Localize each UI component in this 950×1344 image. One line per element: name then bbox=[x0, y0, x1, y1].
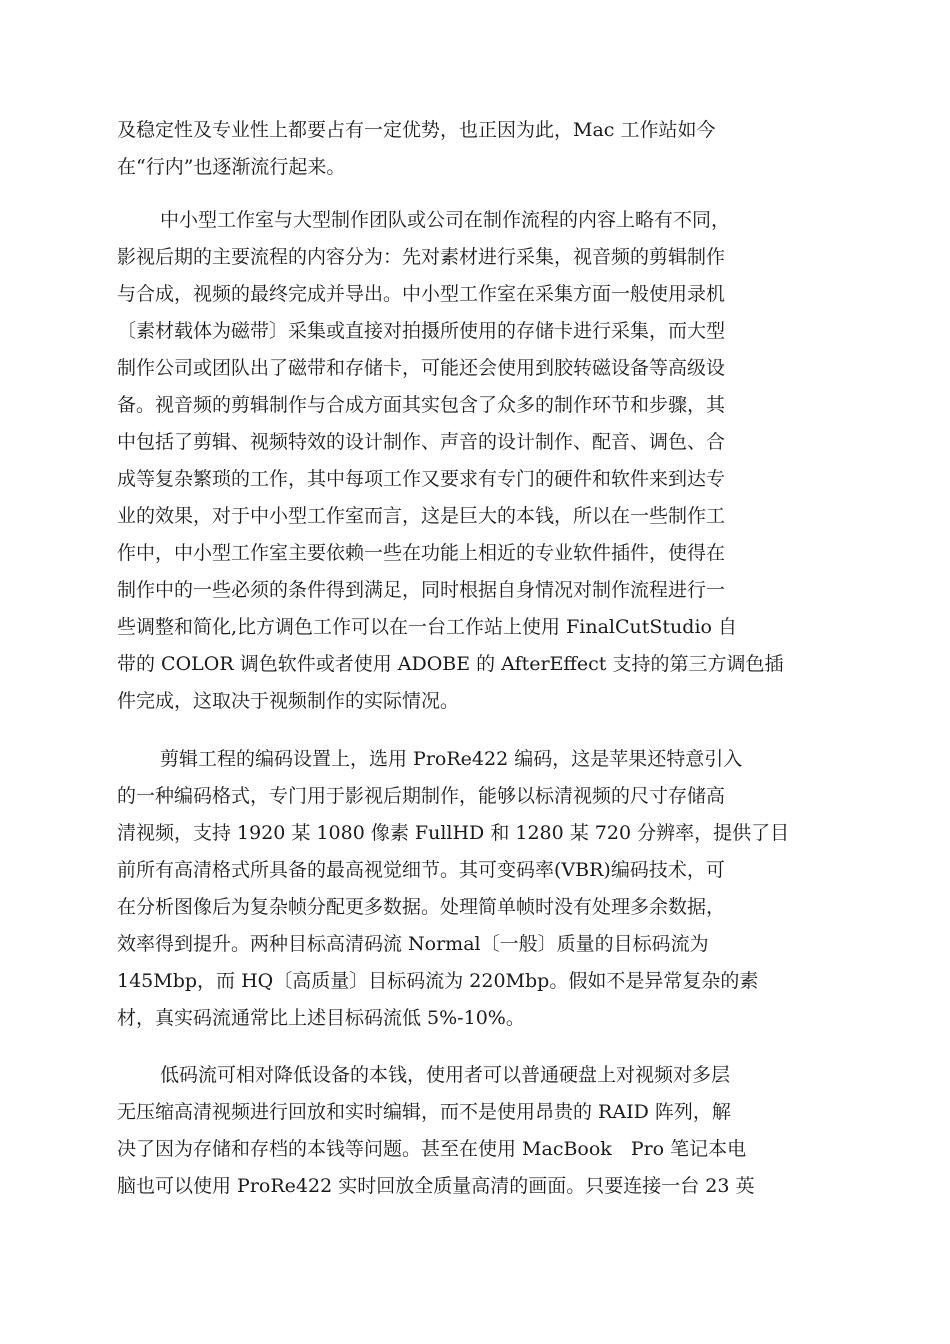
text-line: 的一种编码格式，专门用于影视后期制作，能够以标清视频的尺寸存储高 bbox=[117, 785, 726, 807]
text-line: 作中，中小型工作室主要依赖一些在功能上相近的专业软件插件，使得在 bbox=[117, 542, 726, 564]
text-line: 决了因为存储和存档的本钱等问题。甚至在使用 MacBook Pro 笔记本电 bbox=[117, 1138, 747, 1160]
text-line: 无压缩高清视频进行回放和实时编辑，而不是使用昂贵的 RAID 阵列，解 bbox=[117, 1101, 731, 1123]
text-line: 在分析图像后为复杂帧分配更多数据。处理简单帧时没有处理多余数据， bbox=[117, 896, 726, 918]
text-line: 脑也可以使用 ProRe422 实时回放全质量高清的画面。只要连接一台 23 英 bbox=[117, 1175, 755, 1197]
text-line: 些调整和简化,比方调色工作可以在一台工作站上使用 FinalCutStudio 自 bbox=[117, 616, 737, 638]
text-line: 清视频，支持 1920 某 1080 像素 FullHD 和 1280 某 720 分辨率，提供了目 bbox=[117, 822, 790, 844]
text-line: 影视后期的主要流程的内容分为：先对素材进行采集，视音频的剪辑制作 bbox=[117, 246, 726, 268]
text-line: 前所有高清格式所具备的最高视觉细节。其可变码率(VBR)编码技术，可 bbox=[117, 859, 725, 881]
text-line: 与合成，视频的最终完成并导出。中小型工作室在采集方面一般使用录机 bbox=[117, 283, 726, 305]
text-line: 效率得到提升。两种目标高清码流 Normal〔一般〕质量的目标码流为 bbox=[117, 933, 709, 955]
text-line: 件完成，这取决于视频制作的实际情况。 bbox=[117, 690, 460, 712]
text-line: 〔素材载体为磁带〕采集或直接对拍摄所使用的存储卡进行采集，而大型 bbox=[117, 320, 726, 342]
text-line: 剪辑工程的编码设置上，选用 ProRe422 编码，这是苹果还特意引入 bbox=[160, 748, 743, 770]
text-line: 制作公司或团队出了磁带和存储卡，可能还会使用到胶转磁设备等高级设 bbox=[117, 357, 726, 379]
text-line: 及稳定性及专业性上都要占有一定优势，也正因为此，Mac 工作站如今 bbox=[117, 119, 716, 141]
text-line: 在“行内”也逐渐流行起来。 bbox=[117, 156, 346, 178]
text-line: 145Mbp，而 HQ〔高质量〕目标码流为 220Mbp。假如不是异常复杂的素 bbox=[117, 970, 759, 992]
text-line: 中小型工作室与大型制作团队或公司在制作流程的内容上略有不同， bbox=[160, 209, 731, 231]
text-line: 业的效果，对于中小型工作室而言，这是巨大的本钱，所以在一些制作工 bbox=[117, 505, 726, 527]
text-line: 制作中的一些必须的条件得到满足，同时根据自身情况对制作流程进行一 bbox=[117, 579, 726, 601]
text-line: 低码流可相对降低设备的本钱，使用者可以普通硬盘上对视频对多层 bbox=[160, 1064, 731, 1086]
text-line: 带的 COLOR 调色软件或者使用 ADOBE 的 AfterEffect 支持的第三方调色插 bbox=[117, 653, 784, 675]
text-line: 备。视音频的剪辑制作与合成方面其实包含了众多的制作环节和步骤，其 bbox=[117, 394, 726, 416]
text-line: 成等复杂繁琐的工作，其中每项工作又要求有专门的硬件和软件来到达专 bbox=[117, 468, 726, 490]
text-line: 材，真实码流通常比上述目标码流低 5%-10%。 bbox=[117, 1007, 525, 1029]
text-line: 中包括了剪辑、视频特效的设计制作、声音的设计制作、配音、调色、合 bbox=[117, 431, 726, 453]
